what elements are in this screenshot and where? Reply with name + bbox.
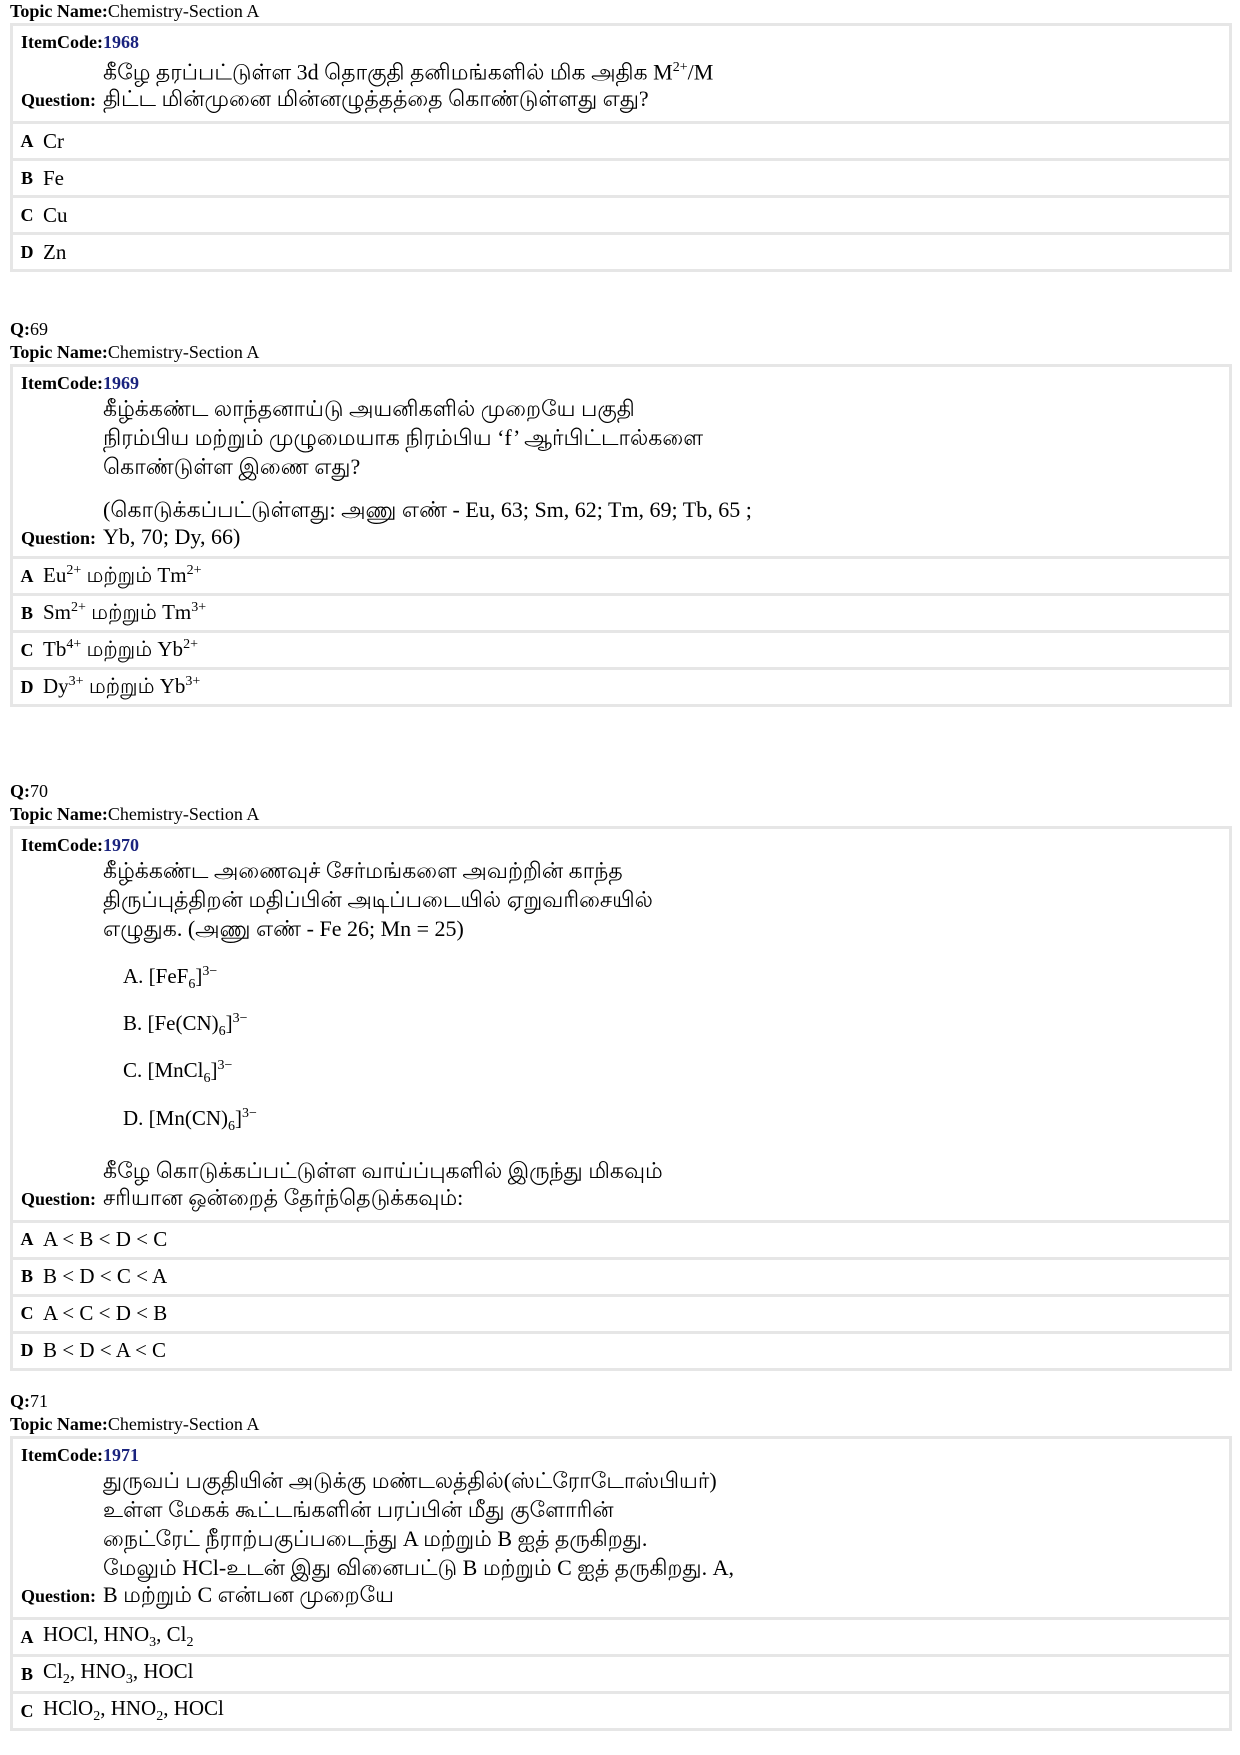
question-block-70 (10, 780, 1230, 1371)
item-code: ItemCode:1970 (21, 835, 139, 855)
question-card: ItemCode:1971 துருவப் பகுதியின் அடுக்கு மண்டலத்தில்(ஸ்ட்ரோடோஸ்பியர்) உள்ள மேகக் கூட்டங்களின் பரப்பின் மீது குளோரின் நைட்ரேட் நீராற்பகுப்படைந்து A மற்றும் B ஐத் தருகிறது. மேலும் HCl-உடன் இது வினைபட்டு B மற்றும் C ஐத் தருகிறது. A, Question: B மற்றும் C என்பன முறையே A HOCl, $HNO_3$, $Cl_2$ B $Cl_2$, $HNO_3$, HOCl C HClO$_2$, $HNO_2$, HOCl (10, 1436, 1232, 1731)
question-label: Question: (21, 90, 97, 111)
option-b[interactable]: B $Sm^{2+}$ மற்றும் $Tm^{3+}$ (13, 593, 1229, 630)
topic-header: Topic Name:Chemistry-Section A (10, 804, 260, 824)
question-label: Question: (21, 528, 97, 548)
item-code: ItemCode:1971 (21, 1445, 139, 1465)
question-card: ItemCode:1968 கீழே தரப்பட்டுள்ள 3d தொகுதி தனிமங்களில் மிக அதிக $M^{2+}/M$ Question: திட்ட மின்முனை மின்னழுத்தத்தை கொண்டுள்ளது எது? A Cr B Fe C Cu D Zn (10, 23, 1232, 272)
list-item: D. $[Mn(CN)_6]^{3-}$ (123, 1105, 257, 1134)
option-d[interactable]: D $Dy^{3+}$ மற்றும் $Yb^{3+}$ (13, 667, 1229, 704)
list-item: B. $[Fe(CN)_6]^{3-}$ (123, 1011, 248, 1040)
option-d[interactable]: D Zn (13, 232, 1229, 269)
option-b[interactable]: B B < D < C < A (13, 1257, 1229, 1294)
list-item: A. $[FeF_6]^{3-}$ (123, 964, 218, 993)
option-a[interactable]: A $Eu^{2+}$ மற்றும் $Tm^{2+}$ (13, 556, 1229, 593)
question-block-68 (10, 0, 1230, 272)
question-block-71 (10, 1390, 1230, 1731)
question-card: ItemCode:1970 கீழ்க்கண்ட அணைவுச் சேர்மங்களை அவற்றின் காந்த திருப்புத்திறன் மதிப்பின் அடிப்படையில் ஏறுவரிசையில் எழுதுக. (அணு எண் - Fe 26; Mn = 25) A. $[FeF_6]^{3-}$ B. $[Fe(CN)_6]^{3-}$ C. [MnCl$_6$]$^{3-}$ D. $[Mn(CN)_6]^{3-}$ கீழே கொடுக்கப்பட்டுள்ள வாய்ப்புகளில் இருந்து மிகவும் Question: சரியான ஒன்றைத் தேர்ந்தெடுக்கவும்: A A < B < D < C B B < D < C < A C A < C < D < B D B < D < A < C (10, 826, 1232, 1371)
topic-header: Topic Name:Chemistry-Section A (10, 1414, 260, 1434)
question-text: கீழே தரப்பட்டுள்ள 3d தொகுதி தனிமங்களில் மிக அதிக $M^{2+}/M$ (103, 59, 714, 85)
complex-list (123, 955, 1229, 1144)
option-a[interactable]: A A < B < D < C (13, 1220, 1229, 1257)
option-b[interactable]: B Fe (13, 158, 1229, 195)
question-card: ItemCode:1969 கீழ்க்கண்ட லாந்தனாய்டு அயனிகளில் முறையே பகுதி நிரம்பிய மற்றும் முழுமையாக நிரம்பிய ‘f’ ஆர்பிட்டால்களை கொண்டுள்ள இணை எது? (கொடுக்கப்பட்டுள்ளது: அணு எண் - Eu, 63; Sm, 62; Tm, 69; Tb, 65 ; Question: Yb, 70; Dy, 66) A $Eu^{2+}$ மற்றும் $Tm^{2+}$ B $Sm^{2+}$ மற்றும் $Tm^{3+}$ C $Tb^{4+}$ மற்றும் $Yb^{2+}$ D $Dy^{3+}$ மற்றும் $Yb^{3+}$ (10, 364, 1232, 707)
option-c[interactable]: C $Tb^{4+}$ மற்றும் $Yb^{2+}$ (13, 630, 1229, 667)
question-number: Q:71 (10, 1391, 48, 1411)
question-label: Question: (21, 1188, 97, 1209)
option-a[interactable]: A HOCl, $HNO_3$, $Cl_2$ (13, 1617, 1229, 1654)
option-c[interactable]: C Cu (13, 195, 1229, 232)
option-d[interactable]: D B < D < A < C (13, 1331, 1229, 1368)
list-item: C. [MnCl$_6$]$^{3-}$ (123, 1058, 233, 1087)
question-text: கீழ்க்கண்ட லாந்தனாய்டு அயனிகளில் முறையே பகுதி நிரம்பிய மற்றும் முழுமையாக நிரம்பிய ‘f’ ஆர்பிட்டால்களை கொண்டுள்ள இணை எது? (கொடுக்கப்பட்டுள்ளது: அணு எண் - Eu, 63; Sm, 62; Tm, 69; Tb, 65 ; (103, 396, 752, 522)
option-b[interactable]: B $Cl_2$, $HNO_3$, HOCl (13, 1654, 1229, 1691)
topic-header: Topic Name:Chemistry-Section A (10, 1, 260, 21)
question-text: கீழ்க்கண்ட அணைவுச் சேர்மங்களை அவற்றின் காந்த திருப்புத்திறன் மதிப்பின் அடிப்படையில் ஏறுவரிசையில் எழுதுக. (அணு எண் - Fe 26; Mn = 25) A. $[FeF_6]^{3-}$ B. $[Fe(CN)_6]^{3-}$ C. [MnCl$_6$]$^{3-}$ D. $[Mn(CN)_6]^{3-}$ கீழே கொடுக்கப்பட்டுள்ள வாய்ப்புகளில் இருந்து மிகவும் (103, 856, 1229, 1185)
option-c[interactable]: C HClO$_2$, $HNO_2$, HOCl (13, 1691, 1229, 1728)
topic-header: Topic Name:Chemistry-Section A (10, 342, 260, 362)
question-number: Q:70 (10, 781, 48, 801)
question-number: Q:69 (10, 319, 48, 339)
question-block-69 (10, 318, 1230, 707)
option-a[interactable]: A Cr (13, 121, 1229, 158)
question-text: துருவப் பகுதியின் அடுக்கு மண்டலத்தில்(ஸ்ட்ரோடோஸ்பியர்) உள்ள மேகக் கூட்டங்களின் பரப்பின் மீது குளோரின் நைட்ரேட் நீராற்பகுப்படைந்து A மற்றும் B ஐத் தருகிறது. மேலும் HCl-உடன் இது வினைபட்டு B மற்றும் C ஐத் தருகிறது. A, (103, 1468, 734, 1580)
item-code: ItemCode:1969 (21, 373, 139, 393)
item-code: ItemCode:1968 (21, 32, 139, 52)
question-label: Question: (21, 1586, 97, 1606)
option-c[interactable]: C A < C < D < B (13, 1294, 1229, 1331)
